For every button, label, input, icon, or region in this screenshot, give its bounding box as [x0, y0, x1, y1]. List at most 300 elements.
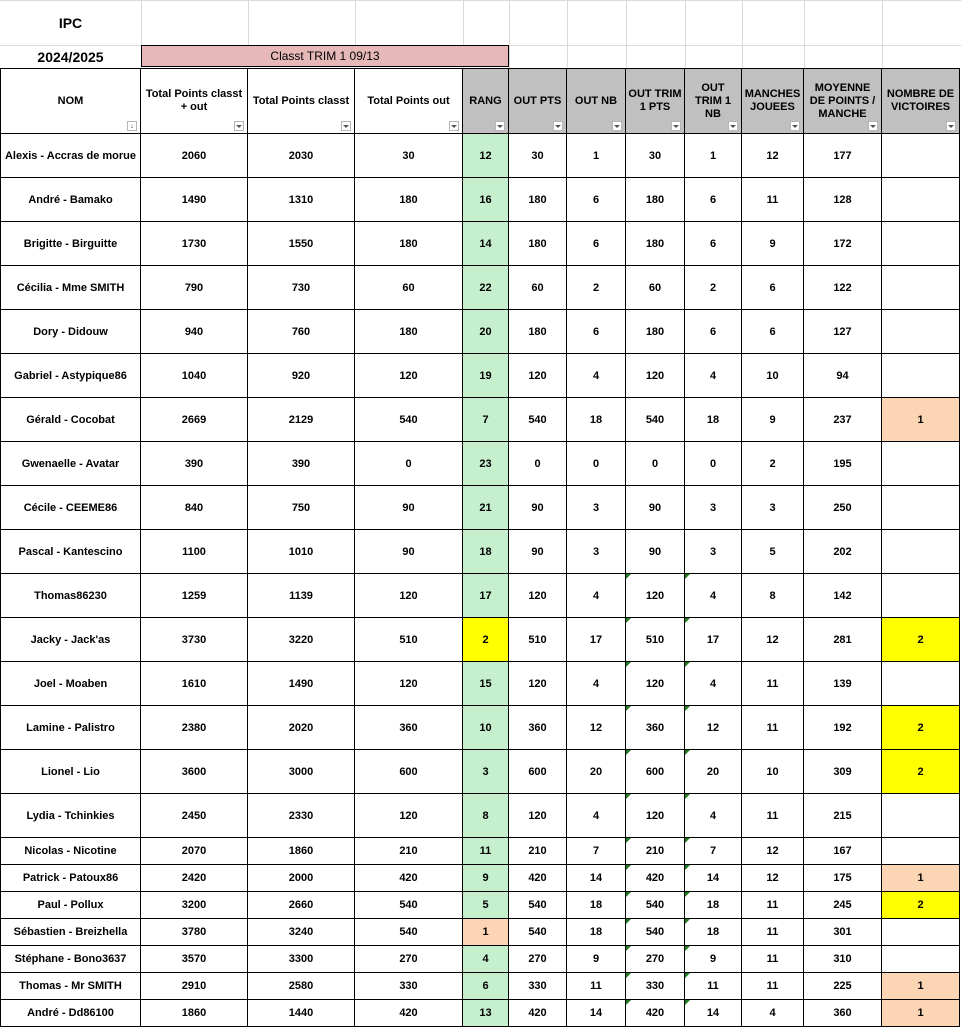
cell-out_trim_nb: 17 [685, 618, 742, 662]
cell-total_plus_out: 2420 [141, 865, 248, 892]
cell-manches: 12 [742, 134, 804, 178]
cell-out_trim_nb: 4 [685, 794, 742, 838]
comment-indicator-icon [626, 838, 631, 843]
cell-total_classt: 1550 [248, 222, 355, 266]
filter-dropdown-icon[interactable] [553, 121, 563, 131]
cell-out_trim_pts: 420 [626, 1000, 685, 1027]
column-header-rang[interactable]: RANG [463, 68, 509, 134]
cell-victoires [882, 530, 960, 574]
cell-total_plus_out: 1100 [141, 530, 248, 574]
cell-nom: Cécilia - Mme SMITH [0, 266, 141, 310]
gridline [742, 0, 743, 68]
cell-moyenne: 309 [804, 750, 882, 794]
cell-total_plus_out: 3780 [141, 919, 248, 946]
cell-moyenne: 250 [804, 486, 882, 530]
cell-manches: 3 [742, 486, 804, 530]
cell-total_plus_out: 790 [141, 266, 248, 310]
cell-out_nb: 18 [567, 892, 626, 919]
comment-indicator-icon [685, 662, 690, 667]
cell-out_trim_nb: 18 [685, 919, 742, 946]
cell-victoires: 1 [882, 398, 960, 442]
cell-manches: 11 [742, 662, 804, 706]
cell-out_nb: 2 [567, 266, 626, 310]
cell-moyenne: 301 [804, 919, 882, 946]
cell-total_out: 90 [355, 530, 463, 574]
classt-banner: Classt TRIM 1 09/13 [141, 45, 509, 67]
cell-out_trim_nb: 7 [685, 838, 742, 865]
cell-out_trim_nb: 14 [685, 865, 742, 892]
sheet-title: IPC [58, 15, 83, 31]
cell-total_classt: 3000 [248, 750, 355, 794]
cell-out_trim_nb: 6 [685, 310, 742, 354]
gridline [567, 0, 568, 68]
cell-total_classt: 920 [248, 354, 355, 398]
cell-total_plus_out: 2060 [141, 134, 248, 178]
cell-out_trim_pts: 420 [626, 865, 685, 892]
cell-nom: Gérald - Cocobat [0, 398, 141, 442]
filter-dropdown-icon[interactable] [868, 121, 878, 131]
cell-total_plus_out: 1860 [141, 1000, 248, 1027]
cell-total_classt: 2660 [248, 892, 355, 919]
cell-victoires [882, 946, 960, 973]
filter-dropdown-icon[interactable] [234, 121, 244, 131]
cell-moyenne: 215 [804, 794, 882, 838]
comment-indicator-icon [685, 865, 690, 870]
comment-indicator-icon [685, 973, 690, 978]
cell-out_nb: 17 [567, 618, 626, 662]
cell-total_out: 90 [355, 486, 463, 530]
cell-nom: Thomas - Mr SMITH [0, 973, 141, 1000]
cell-total_classt: 1490 [248, 662, 355, 706]
comment-indicator-icon [626, 750, 631, 755]
cell-victoires: 2 [882, 750, 960, 794]
cell-out_trim_nb: 4 [685, 662, 742, 706]
cell-out_pts: 420 [509, 1000, 567, 1027]
cell-out_nb: 6 [567, 178, 626, 222]
column-header-moyenne[interactable]: MOYENNE DE POINTS / MANCHE [804, 68, 882, 134]
cell-moyenne: 172 [804, 222, 882, 266]
cell-rang: 14 [463, 222, 509, 266]
cell-rang: 12 [463, 134, 509, 178]
cell-victoires [882, 310, 960, 354]
filter-dropdown-icon[interactable] [790, 121, 800, 131]
cell-out_nb: 3 [567, 530, 626, 574]
column-header-total_plus_out[interactable]: Total Points classt + out [141, 68, 248, 134]
cell-rang: 2 [463, 618, 509, 662]
cell-out_pts: 420 [509, 865, 567, 892]
cell-manches: 12 [742, 838, 804, 865]
cell-rang: 21 [463, 486, 509, 530]
cell-out_nb: 3 [567, 486, 626, 530]
cell-manches: 8 [742, 574, 804, 618]
cell-out_trim_pts: 330 [626, 973, 685, 1000]
cell-out_nb: 4 [567, 354, 626, 398]
cell-nom: Joel - Moaben [0, 662, 141, 706]
cell-nom: Lionel - Lio [0, 750, 141, 794]
comment-indicator-icon [626, 919, 631, 924]
cell-nom: Sébastien - Breizhella [0, 919, 141, 946]
cell-rang: 11 [463, 838, 509, 865]
cell-manches: 6 [742, 310, 804, 354]
cell-nom: Nicolas - Nicotine [0, 838, 141, 865]
cell-out_trim_nb: 3 [685, 486, 742, 530]
cell-moyenne: 202 [804, 530, 882, 574]
column-header-total_classt[interactable]: Total Points classt [248, 68, 355, 134]
cell-victoires [882, 662, 960, 706]
cell-total_classt: 3300 [248, 946, 355, 973]
cell-out_nb: 4 [567, 574, 626, 618]
column-header-out_pts[interactable]: OUT PTS [509, 68, 567, 134]
cell-rang: 17 [463, 574, 509, 618]
cell-out_nb: 9 [567, 946, 626, 973]
cell-nom: Stéphane - Bono3637 [0, 946, 141, 973]
comment-indicator-icon [685, 838, 690, 843]
cell-moyenne: 175 [804, 865, 882, 892]
cell-out_pts: 600 [509, 750, 567, 794]
column-header-victoires[interactable]: NOMBRE DE VICTOIRES [882, 68, 960, 134]
cell-out_trim_nb: 18 [685, 398, 742, 442]
filter-dropdown-icon[interactable] [341, 121, 351, 131]
cell-out_trim_nb: 11 [685, 973, 742, 1000]
cell-manches: 4 [742, 1000, 804, 1027]
cell-out_nb: 6 [567, 310, 626, 354]
cell-moyenne: 127 [804, 310, 882, 354]
cell-total_plus_out: 840 [141, 486, 248, 530]
cell-total_classt: 1310 [248, 178, 355, 222]
cell-total_out: 210 [355, 838, 463, 865]
cell-total_plus_out: 940 [141, 310, 248, 354]
filter-dropdown-icon[interactable] [671, 121, 681, 131]
comment-indicator-icon [685, 618, 690, 623]
cell-victoires [882, 354, 960, 398]
cell-victoires [882, 794, 960, 838]
cell-rang: 6 [463, 973, 509, 1000]
cell-out_pts: 180 [509, 222, 567, 266]
comment-indicator-icon [626, 892, 631, 897]
cell-out_trim_nb: 6 [685, 178, 742, 222]
filter-dropdown-icon[interactable] [946, 121, 956, 131]
cell-rang: 18 [463, 530, 509, 574]
cell-manches: 11 [742, 919, 804, 946]
cell-total_out: 120 [355, 354, 463, 398]
comment-indicator-icon [626, 1000, 631, 1005]
cell-rang: 1 [463, 919, 509, 946]
gridline [685, 0, 686, 68]
cell-victoires: 2 [882, 892, 960, 919]
cell-out_nb: 18 [567, 398, 626, 442]
cell-moyenne: 139 [804, 662, 882, 706]
cell-out_trim_pts: 60 [626, 266, 685, 310]
cell-out_pts: 540 [509, 892, 567, 919]
cell-rang: 8 [463, 794, 509, 838]
cell-nom: Lydia - Tchinkies [0, 794, 141, 838]
cell-out_pts: 120 [509, 574, 567, 618]
cell-total_plus_out: 1490 [141, 178, 248, 222]
cell-out_pts: 0 [509, 442, 567, 486]
cell-out_trim_nb: 0 [685, 442, 742, 486]
cell-total_classt: 1139 [248, 574, 355, 618]
cell-manches: 11 [742, 794, 804, 838]
cell-manches: 12 [742, 618, 804, 662]
season-label: 2024/2025 [37, 49, 104, 65]
cell-nom: André - Dd86100 [0, 1000, 141, 1027]
cell-nom: Lamine - Palistro [0, 706, 141, 750]
cell-total_plus_out: 3200 [141, 892, 248, 919]
cell-out_trim_pts: 210 [626, 838, 685, 865]
comment-indicator-icon [626, 794, 631, 799]
cell-out_pts: 90 [509, 486, 567, 530]
cell-nom: Brigitte - Birguitte [0, 222, 141, 266]
cell-victoires: 2 [882, 618, 960, 662]
cell-nom: Jacky - Jack'as [0, 618, 141, 662]
cell-total_plus_out: 2669 [141, 398, 248, 442]
cell-nom: Patrick - Patoux86 [0, 865, 141, 892]
cell-nom: Gwenaelle - Avatar [0, 442, 141, 486]
cell-victoires [882, 222, 960, 266]
cell-out_nb: 11 [567, 973, 626, 1000]
filter-dropdown-icon[interactable] [612, 121, 622, 131]
cell-nom: Gabriel - Astypique86 [0, 354, 141, 398]
sort-filter-icon[interactable]: ↓ [127, 121, 137, 131]
cell-moyenne: 167 [804, 838, 882, 865]
cell-total_classt: 2330 [248, 794, 355, 838]
cell-victoires [882, 919, 960, 946]
cell-total_out: 600 [355, 750, 463, 794]
cell-total_plus_out: 390 [141, 442, 248, 486]
cell-out_pts: 120 [509, 354, 567, 398]
cell-out_trim_nb: 6 [685, 222, 742, 266]
cell-total_out: 0 [355, 442, 463, 486]
cell-out_nb: 0 [567, 442, 626, 486]
cell-total_out: 330 [355, 973, 463, 1000]
comment-indicator-icon [685, 919, 690, 924]
cell-out_pts: 60 [509, 266, 567, 310]
cell-rang: 23 [463, 442, 509, 486]
cell-out_trim_pts: 510 [626, 618, 685, 662]
cell-moyenne: 122 [804, 266, 882, 310]
cell-total_out: 360 [355, 706, 463, 750]
comment-indicator-icon [685, 892, 690, 897]
cell-total_classt: 2129 [248, 398, 355, 442]
cell-out_trim_pts: 120 [626, 794, 685, 838]
cell-manches: 5 [742, 530, 804, 574]
cell-moyenne: 237 [804, 398, 882, 442]
cell-total_classt: 2000 [248, 865, 355, 892]
cell-total_classt: 1860 [248, 838, 355, 865]
cell-nom: Cécile - CEEME86 [0, 486, 141, 530]
cell-moyenne: 94 [804, 354, 882, 398]
cell-victoires [882, 486, 960, 530]
cell-total_classt: 750 [248, 486, 355, 530]
cell-total_out: 120 [355, 794, 463, 838]
cell-total_classt: 2030 [248, 134, 355, 178]
cell-rang: 22 [463, 266, 509, 310]
cell-total_out: 540 [355, 398, 463, 442]
cell-out_trim_pts: 540 [626, 919, 685, 946]
cell-victoires [882, 838, 960, 865]
cell-total_classt: 1440 [248, 1000, 355, 1027]
cell-out_pts: 360 [509, 706, 567, 750]
column-header-out_trim_nb[interactable]: OUT TRIM 1 NB [685, 68, 742, 134]
comment-indicator-icon [626, 662, 631, 667]
cell-out_trim_nb: 3 [685, 530, 742, 574]
cell-victoires: 1 [882, 1000, 960, 1027]
cell-moyenne: 245 [804, 892, 882, 919]
cell-out_nb: 12 [567, 706, 626, 750]
cell-victoires [882, 574, 960, 618]
gridline [882, 0, 883, 68]
cell-rang: 19 [463, 354, 509, 398]
cell-out_trim_pts: 600 [626, 750, 685, 794]
cell-out_pts: 30 [509, 134, 567, 178]
comment-indicator-icon [685, 574, 690, 579]
cell-out_trim_pts: 120 [626, 354, 685, 398]
filter-dropdown-icon[interactable] [449, 121, 459, 131]
cell-total_plus_out: 1610 [141, 662, 248, 706]
cell-out_trim_pts: 270 [626, 946, 685, 973]
cell-out_trim_nb: 9 [685, 946, 742, 973]
cell-out_trim_pts: 540 [626, 892, 685, 919]
cell-total_out: 540 [355, 892, 463, 919]
cell-victoires: 1 [882, 973, 960, 1000]
cell-victoires: 1 [882, 865, 960, 892]
cell-moyenne: 128 [804, 178, 882, 222]
cell-total_plus_out: 2910 [141, 973, 248, 1000]
cell-moyenne: 360 [804, 1000, 882, 1027]
cell-rang: 16 [463, 178, 509, 222]
cell-out_pts: 540 [509, 398, 567, 442]
cell-victoires [882, 134, 960, 178]
gridline [0, 0, 961, 1]
cell-moyenne: 142 [804, 574, 882, 618]
cell-out_pts: 510 [509, 618, 567, 662]
column-header-out_nb[interactable]: OUT NB [567, 68, 626, 134]
cell-out_trim_nb: 18 [685, 892, 742, 919]
cell-out_nb: 1 [567, 134, 626, 178]
cell-manches: 11 [742, 946, 804, 973]
cell-nom: André - Bamako [0, 178, 141, 222]
cell-rang: 10 [463, 706, 509, 750]
cell-out_trim_nb: 14 [685, 1000, 742, 1027]
cell-total_plus_out: 2070 [141, 838, 248, 865]
cell-out_pts: 210 [509, 838, 567, 865]
cell-nom: Dory - Didouw [0, 310, 141, 354]
column-header-manches[interactable]: MANCHES JOUEES [742, 68, 804, 134]
column-header-total_out[interactable]: Total Points out [355, 68, 463, 134]
cell-out_trim_nb: 20 [685, 750, 742, 794]
cell-total_classt: 2580 [248, 973, 355, 1000]
cell-out_nb: 14 [567, 1000, 626, 1027]
cell-rang: 13 [463, 1000, 509, 1027]
cell-out_trim_nb: 4 [685, 574, 742, 618]
comment-indicator-icon [626, 706, 631, 711]
cell-out_trim_pts: 90 [626, 530, 685, 574]
cell-out_trim_pts: 540 [626, 398, 685, 442]
cell-total_out: 420 [355, 865, 463, 892]
comment-indicator-icon [685, 794, 690, 799]
filter-dropdown-icon[interactable] [728, 121, 738, 131]
cell-total_plus_out: 3730 [141, 618, 248, 662]
cell-total_plus_out: 3570 [141, 946, 248, 973]
column-header-out_trim_pts[interactable]: OUT TRIM 1 PTS [626, 68, 685, 134]
cell-total_out: 120 [355, 662, 463, 706]
cell-moyenne: 195 [804, 442, 882, 486]
cell-total_plus_out: 2380 [141, 706, 248, 750]
cell-total_classt: 2020 [248, 706, 355, 750]
cell-moyenne: 177 [804, 134, 882, 178]
cell-manches: 10 [742, 354, 804, 398]
column-header-nom[interactable]: NOM ↓ [0, 68, 141, 134]
cell-total_out: 30 [355, 134, 463, 178]
cell-total_out: 120 [355, 574, 463, 618]
cell-total_plus_out: 3600 [141, 750, 248, 794]
cell-out_trim_nb: 12 [685, 706, 742, 750]
cell-out_trim_pts: 30 [626, 134, 685, 178]
cell-nom: Pascal - Kantescino [0, 530, 141, 574]
cell-out_pts: 180 [509, 310, 567, 354]
cell-manches: 11 [742, 178, 804, 222]
cell-rang: 7 [463, 398, 509, 442]
cell-victoires [882, 178, 960, 222]
gridline [509, 0, 510, 68]
comment-indicator-icon [626, 865, 631, 870]
cell-total_plus_out: 1730 [141, 222, 248, 266]
cell-nom: Paul - Pollux [0, 892, 141, 919]
cell-out_pts: 270 [509, 946, 567, 973]
cell-total_out: 180 [355, 178, 463, 222]
comment-indicator-icon [685, 706, 690, 711]
cell-rang: 15 [463, 662, 509, 706]
gridline [626, 0, 627, 68]
cell-out_nb: 4 [567, 794, 626, 838]
cell-out_pts: 120 [509, 794, 567, 838]
cell-nom: Thomas86230 [0, 574, 141, 618]
cell-out_pts: 330 [509, 973, 567, 1000]
cell-out_trim_pts: 120 [626, 574, 685, 618]
cell-out_trim_pts: 180 [626, 222, 685, 266]
cell-total_classt: 730 [248, 266, 355, 310]
cell-total_out: 180 [355, 222, 463, 266]
comment-indicator-icon [685, 946, 690, 951]
cell-out_trim_pts: 0 [626, 442, 685, 486]
cell-out_nb: 18 [567, 919, 626, 946]
cell-total_plus_out: 1040 [141, 354, 248, 398]
cell-nom: Alexis - Accras de morue [0, 134, 141, 178]
cell-victoires [882, 266, 960, 310]
comment-indicator-icon [626, 618, 631, 623]
cell-rang: 4 [463, 946, 509, 973]
cell-out_pts: 120 [509, 662, 567, 706]
cell-moyenne: 225 [804, 973, 882, 1000]
cell-out_trim_pts: 180 [626, 178, 685, 222]
comment-indicator-icon [626, 973, 631, 978]
cell-manches: 10 [742, 750, 804, 794]
cell-out_nb: 4 [567, 662, 626, 706]
cell-manches: 2 [742, 442, 804, 486]
cell-manches: 6 [742, 266, 804, 310]
cell-moyenne: 310 [804, 946, 882, 973]
cell-out_trim_pts: 360 [626, 706, 685, 750]
cell-manches: 11 [742, 892, 804, 919]
cell-total_out: 540 [355, 919, 463, 946]
comment-indicator-icon [685, 1000, 690, 1005]
cell-total_plus_out: 1259 [141, 574, 248, 618]
cell-out_nb: 20 [567, 750, 626, 794]
filter-dropdown-icon[interactable] [495, 121, 505, 131]
cell-manches: 12 [742, 865, 804, 892]
cell-manches: 11 [742, 973, 804, 1000]
cell-total_out: 510 [355, 618, 463, 662]
